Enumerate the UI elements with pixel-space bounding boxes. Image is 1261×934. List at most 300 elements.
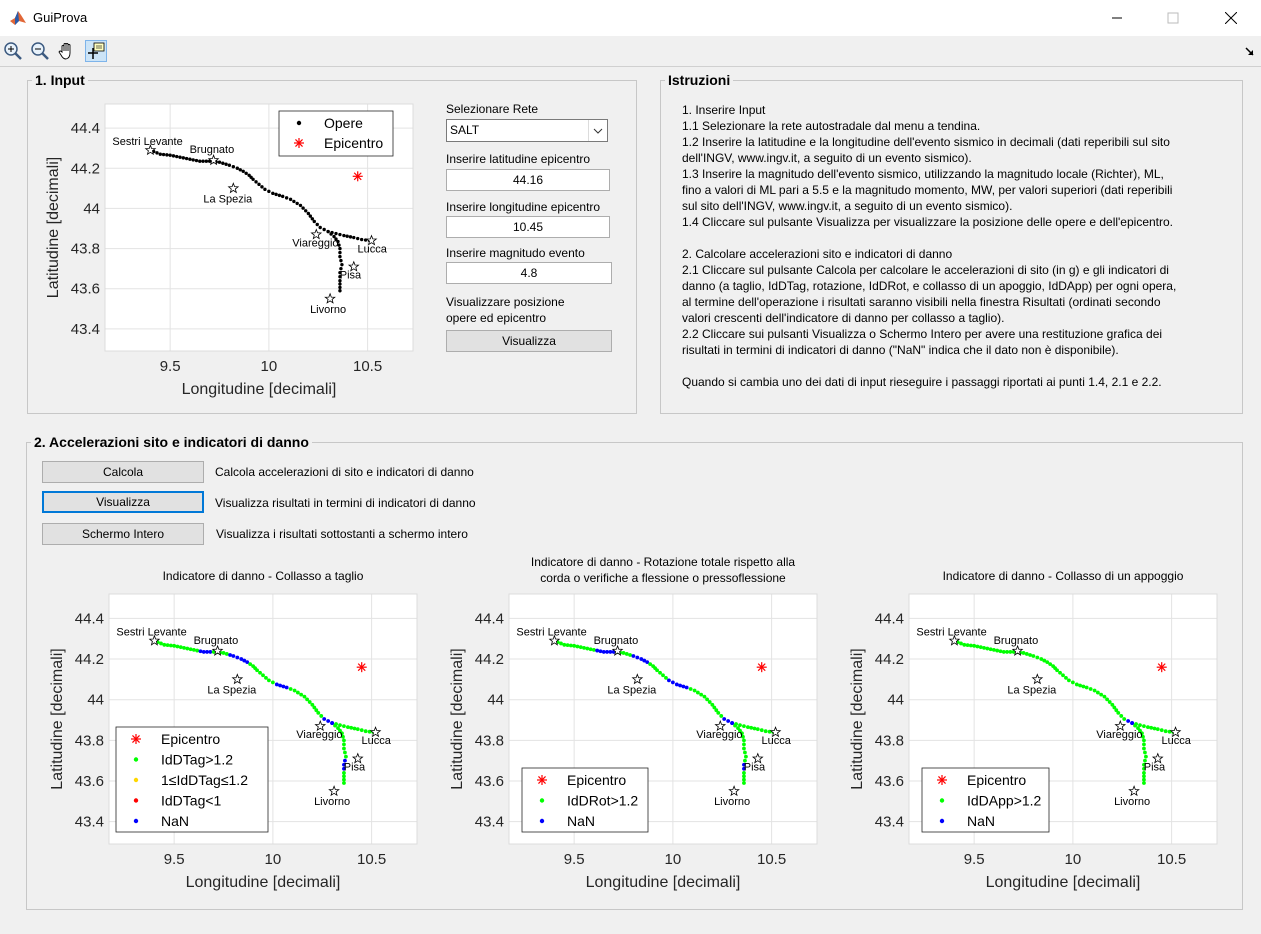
instruction-line: 1.2 Inserire la latitudine e la longitudine dell'evento sismico in decimali (dati reperibili sul sito xyxy=(682,135,1170,149)
indicator-point xyxy=(1085,686,1089,690)
opera-point xyxy=(285,196,288,199)
legend-label: IdDTag<1 xyxy=(161,792,222,809)
opera-point xyxy=(289,198,292,201)
legend-marker-icon xyxy=(134,778,138,782)
instruction-line: fino a valori di ML pari a 5.5 e la magnitudo momento, MW, per valori superiori (dati reperibili xyxy=(682,183,1173,197)
legend-label: NaN xyxy=(567,813,596,829)
indicator-point xyxy=(1144,755,1148,759)
results-panel-title: 2. Accelerazioni sito e indicatori di danno xyxy=(31,434,312,450)
x-tick-label: 9.5 xyxy=(163,851,185,868)
epicentro-marker xyxy=(757,662,767,672)
indicator-point xyxy=(628,653,632,657)
indicator-point xyxy=(576,645,580,649)
opera-point xyxy=(267,190,270,193)
city-label: Sestri Levante xyxy=(916,626,987,639)
indicator-point xyxy=(278,684,282,688)
indicator-point xyxy=(1142,738,1146,742)
indicator-point xyxy=(289,687,293,691)
city-label: Lucca xyxy=(361,735,391,748)
indicator-point xyxy=(631,654,635,658)
indicator-point xyxy=(322,717,326,721)
opera-point xyxy=(360,238,363,241)
opera-point xyxy=(159,153,162,156)
opera-point xyxy=(299,204,302,207)
magnitude-label: Inserire magnitudo evento xyxy=(446,246,585,260)
indicator-point xyxy=(222,651,226,655)
close-button[interactable] xyxy=(1208,0,1254,36)
indicator-point xyxy=(689,687,693,691)
opera-point xyxy=(352,236,355,239)
legend-label: Epicentro xyxy=(324,135,384,151)
legend-marker-icon xyxy=(294,138,304,148)
indicator-point xyxy=(267,678,271,682)
legend-label: 1≤IdDTag≤1.2 xyxy=(161,772,248,788)
indicator-point xyxy=(342,774,346,778)
indicator-point xyxy=(182,646,186,650)
legend-label: Epicentro xyxy=(567,772,627,788)
calcola-description: Calcola accelerazioni di sito e indicatori di danno xyxy=(215,465,474,479)
opera-point xyxy=(218,161,221,164)
opera-point xyxy=(342,234,345,237)
x-tick-label: 10 xyxy=(260,358,278,375)
indicator-point xyxy=(162,643,166,647)
legend-marker-icon xyxy=(131,734,141,744)
city-label: Brugnato xyxy=(193,634,239,647)
x-tick-label: 9.5 xyxy=(563,851,585,868)
indicator-point xyxy=(746,725,750,729)
chart-title: Indicatore di danno - Rotazione totale rispetto alla xyxy=(530,555,796,569)
y-tick-label: 44 xyxy=(887,691,904,709)
indicator-point xyxy=(966,643,970,647)
opera-point xyxy=(338,233,341,236)
indicator-point xyxy=(285,686,289,690)
instruction-line: Quando si cambia uno dei dati di input rieseguire i passaggi riportati ai punti 1.4, 2.1 e 2.2. xyxy=(682,375,1162,389)
x-axis-label: Longitudine [decimali] xyxy=(585,874,741,891)
indicator-point xyxy=(169,644,173,648)
x-axis-label: Longitudine [decimali] xyxy=(185,874,341,891)
indicator-point xyxy=(343,751,347,755)
opera-point xyxy=(319,226,322,229)
indicator-point xyxy=(664,676,668,680)
y-tick-label: 44.2 xyxy=(474,651,504,669)
instruction-line xyxy=(682,358,1222,374)
dock-arrow-icon[interactable] xyxy=(1245,46,1255,60)
longitude-label: Inserire longitudine epicentro xyxy=(446,200,601,214)
indicator-point xyxy=(319,714,323,718)
indicator-point xyxy=(969,644,973,648)
indicator-point xyxy=(682,685,686,689)
minimize-icon xyxy=(1111,12,1123,24)
instruction-line: 1.3 Inserire la magnitudo dell'evento sismico, utilizzando la magnitudo locale (Richter), ML, xyxy=(682,167,1164,181)
indicator-point xyxy=(1126,719,1130,723)
opera-point xyxy=(205,160,208,163)
legend-marker-icon xyxy=(134,819,138,823)
zoom-in-button[interactable] xyxy=(2,40,24,62)
city-label: Sestri Levante xyxy=(516,626,587,639)
indicator-point xyxy=(282,685,286,689)
y-tick-label: 44.4 xyxy=(74,610,104,628)
opera-point xyxy=(178,156,181,159)
indicator-point xyxy=(658,671,662,675)
y-tick-label: 43.4 xyxy=(70,320,100,338)
indicator-point xyxy=(559,642,563,646)
indicator-point xyxy=(1142,724,1146,728)
x-tick-label: 9.5 xyxy=(159,358,181,375)
indicator-point xyxy=(579,645,583,649)
indicator-point xyxy=(231,654,235,658)
city-label: Brugnato xyxy=(993,634,1039,647)
legend-marker-icon xyxy=(540,819,544,823)
opera-point xyxy=(338,251,341,254)
indicator-point xyxy=(299,693,303,697)
latitude-input[interactable]: 44.16 xyxy=(446,169,610,191)
indicator-point xyxy=(179,645,183,649)
city-label: Pisa xyxy=(1143,761,1166,774)
y-tick-label: 44 xyxy=(83,200,100,218)
indicator-point xyxy=(344,755,348,759)
opera-point xyxy=(257,183,260,186)
indicator-point xyxy=(992,648,996,652)
indicator-point xyxy=(271,681,275,685)
city-label: Pisa xyxy=(743,761,766,774)
instruction-line: 2.2 Cliccare sui pulsanti Visualizza o Schermo Intero per avere una restituzione grafica dei xyxy=(682,327,1163,341)
opera-point xyxy=(301,206,304,209)
opera-point xyxy=(271,192,274,195)
indicator-point xyxy=(959,642,963,646)
indicator-point xyxy=(661,673,665,677)
y-tick-label: 43.6 xyxy=(74,772,104,790)
indicator-point xyxy=(342,778,346,782)
indicator-point xyxy=(172,644,176,648)
indicator-point xyxy=(192,648,196,652)
indicator-point xyxy=(635,656,639,660)
close-icon xyxy=(1225,12,1237,24)
minimize-button[interactable] xyxy=(1094,0,1140,36)
y-tick-label: 43.8 xyxy=(874,732,904,750)
indicator-point xyxy=(999,649,1003,653)
y-tick-label: 44.4 xyxy=(70,120,100,138)
indicator-point xyxy=(696,691,700,695)
city-label: Livorno xyxy=(714,796,751,809)
x-tick-label: 10.5 xyxy=(352,358,383,375)
city-label: Pisa xyxy=(339,269,362,282)
indicator-point xyxy=(1142,781,1146,785)
indicator-point xyxy=(1078,684,1082,688)
indicator-point xyxy=(569,644,573,648)
indicator-point xyxy=(749,726,753,730)
opera-point xyxy=(201,160,204,163)
indicator-point xyxy=(566,643,570,647)
data-cursor-button[interactable] xyxy=(85,40,107,62)
indicator-point xyxy=(605,650,609,654)
indicator-point xyxy=(744,755,748,759)
indicator-point xyxy=(225,652,229,656)
opera-point xyxy=(349,235,352,238)
opera-point xyxy=(313,220,316,223)
indicator-point xyxy=(296,691,300,695)
indicator-point xyxy=(353,727,357,731)
legend-label: Epicentro xyxy=(967,772,1027,788)
indicator-point xyxy=(678,684,682,688)
indicator-point xyxy=(589,647,593,651)
calcola-button[interactable]: Calcola xyxy=(42,461,204,483)
indicator-point xyxy=(1064,676,1068,680)
x-tick-label: 10 xyxy=(664,851,682,868)
indicator-point xyxy=(1031,654,1035,658)
indicator-point xyxy=(235,656,239,660)
legend-marker-icon xyxy=(297,121,301,125)
pan-button[interactable] xyxy=(56,40,78,62)
instruction-line: danno (a taglio, IdDTag, rotazione, IdDRot, e collasso di un apoggio, IdDApp) per ogni opera, xyxy=(682,279,1177,293)
visualize-input-button[interactable]: Visualizza xyxy=(446,330,612,352)
chart-title: Indicatore di danno - Collasso di un appoggio xyxy=(942,569,1184,583)
select-network-label: Selezionare Rete xyxy=(446,102,539,116)
y-tick-label: 43.4 xyxy=(874,813,904,831)
indicator-point xyxy=(326,719,330,723)
y-tick-label: 43.8 xyxy=(474,732,504,750)
indicator-point xyxy=(255,668,259,672)
opera-point xyxy=(274,193,277,196)
indicator-point xyxy=(205,650,209,654)
indicator-point xyxy=(264,676,268,680)
indicator-point xyxy=(1133,724,1137,728)
city-label: Lucca xyxy=(357,243,387,256)
rotazione-chart[interactable] xyxy=(434,552,828,902)
schermo-intero-description: Visualizza i risultati sottostanti a schermo intero xyxy=(216,527,468,541)
indicator-point xyxy=(1089,687,1093,691)
indicator-point xyxy=(622,651,626,655)
opera-point xyxy=(172,154,175,157)
visualize-label-line2: opere ed epicentro xyxy=(446,311,547,325)
indicator-point xyxy=(333,724,337,728)
x-tick-label: 10.5 xyxy=(356,851,387,868)
x-tick-label: 10 xyxy=(1064,851,1082,868)
indicator-point xyxy=(293,689,297,693)
chevron-down-icon xyxy=(588,120,607,141)
instruction-line: 2.1 Cliccare sul pulsante Calcola per calcolare le accelerazioni di sito (in g) e gli indicatori di xyxy=(682,263,1169,277)
epicentro-marker xyxy=(353,171,363,181)
indicator-point xyxy=(1119,714,1123,718)
indicator-point xyxy=(719,714,723,718)
opera-point xyxy=(175,155,178,158)
city-label: Lucca xyxy=(1161,735,1191,748)
indicator-point xyxy=(671,681,675,685)
indicator-point xyxy=(1096,691,1100,695)
longitude-input[interactable]: 10.45 xyxy=(446,216,610,238)
visualizza-results-button[interactable]: Visualizza xyxy=(42,491,204,513)
indicator-point xyxy=(599,649,603,653)
opera-point xyxy=(316,223,319,226)
opera-point xyxy=(260,185,263,188)
indicator-point xyxy=(195,649,199,653)
indicator-point xyxy=(316,711,320,715)
indicator-point xyxy=(742,747,746,751)
opera-point xyxy=(356,237,359,240)
opera-point xyxy=(338,247,341,250)
opera-point xyxy=(221,162,224,165)
city-label: Viareggio xyxy=(1096,729,1143,742)
indicator-point xyxy=(1061,673,1065,677)
y-tick-label: 43.4 xyxy=(74,813,104,831)
indicator-point xyxy=(1122,717,1126,721)
taglio-chart[interactable] xyxy=(34,552,428,902)
indicator-point xyxy=(743,751,747,755)
indicator-point xyxy=(582,646,586,650)
legend-label: IdDRot>1.2 xyxy=(567,792,639,809)
latitude-label: Inserire latitudine epicentro xyxy=(446,152,591,166)
input-map-chart[interactable] xyxy=(30,92,430,410)
magnitude-input[interactable]: 4.8 xyxy=(446,262,612,284)
legend-label: IdDTag>1.2 xyxy=(161,751,233,768)
opera-point xyxy=(224,163,227,166)
opera-point xyxy=(239,168,242,171)
y-tick-label: 44.4 xyxy=(874,610,904,628)
city-label: La Spezia xyxy=(207,684,257,697)
window-title: GuiProva xyxy=(33,10,88,25)
indicator-point xyxy=(1067,678,1071,682)
indicator-point xyxy=(602,650,606,654)
opera-point xyxy=(338,255,341,258)
opera-point xyxy=(236,167,239,170)
zoom-in-icon xyxy=(3,41,23,61)
schermo-intero-button[interactable]: Schermo Intero xyxy=(42,523,204,545)
indicator-point xyxy=(258,671,262,675)
network-select-value: SALT xyxy=(450,123,480,137)
maximize-button[interactable] xyxy=(1150,0,1196,36)
opera-point xyxy=(304,209,307,212)
city-label: Viareggio xyxy=(292,237,339,250)
x-tick-label: 9.5 xyxy=(963,851,985,868)
indicator-point xyxy=(1164,729,1168,733)
indicator-point xyxy=(699,693,703,697)
indicator-point xyxy=(675,683,679,687)
legend-marker-icon xyxy=(940,819,944,823)
instruction-line: valori crescenti dell'indicatore di danno per collasso a taglio). xyxy=(682,311,1005,325)
indicator-point xyxy=(693,689,697,693)
legend-label: NaN xyxy=(967,813,996,829)
indicator-point xyxy=(722,717,726,721)
y-tick-label: 44 xyxy=(87,691,104,709)
city-label: Sestri Levante xyxy=(116,626,187,639)
opera-point xyxy=(339,259,342,262)
y-tick-label: 44.2 xyxy=(874,651,904,669)
figure-toolbar xyxy=(0,36,1261,67)
indicator-point xyxy=(1142,778,1146,782)
indicator-point xyxy=(342,747,346,751)
indicator-point xyxy=(1025,652,1029,656)
visualize-label-line1: Visualizzare posizione xyxy=(446,295,565,309)
y-tick-label: 44 xyxy=(487,691,504,709)
input-panel-title: 1. Input xyxy=(32,72,88,88)
opera-point xyxy=(345,235,348,238)
indicator-point xyxy=(1028,653,1032,657)
indicator-point xyxy=(1130,721,1134,725)
opera-point xyxy=(251,178,254,181)
opera-point xyxy=(326,230,329,233)
indicator-point xyxy=(742,778,746,782)
indicator-point xyxy=(261,673,265,677)
indicator-point xyxy=(349,726,353,730)
opera-point xyxy=(329,232,332,235)
indicator-point xyxy=(1058,671,1062,675)
indicator-point xyxy=(189,647,193,651)
indicator-point xyxy=(346,725,350,729)
indicator-point xyxy=(995,649,999,653)
indicator-point xyxy=(1099,693,1103,697)
legend-label: NaN xyxy=(161,813,190,829)
indicator-point xyxy=(185,647,189,651)
appoggio-chart[interactable] xyxy=(834,552,1228,902)
indicator-point xyxy=(685,686,689,690)
y-axis-label: Latitudine [decimali] xyxy=(45,156,62,299)
indicator-point xyxy=(1075,683,1079,687)
opera-point xyxy=(162,153,165,156)
title-bar xyxy=(0,0,1261,36)
network-select[interactable] xyxy=(446,119,608,142)
legend-label: Opere xyxy=(324,115,363,131)
y-axis-label: Latitudine [decimali] xyxy=(449,648,466,790)
indicator-point xyxy=(982,646,986,650)
opera-point xyxy=(292,200,295,203)
y-tick-label: 43.8 xyxy=(74,732,104,750)
indicator-point xyxy=(716,711,720,715)
pan-hand-icon xyxy=(57,41,77,61)
instruction-line: risultati in termini di indicatori di danno ("NaN" indica che il dato non è disponibile). xyxy=(682,343,1119,357)
indicator-point xyxy=(1153,727,1157,731)
indicator-point xyxy=(595,649,599,653)
indicator-point xyxy=(1082,685,1086,689)
instruction-line: al termine dell'operazione i risultati saranno visibili nella finestra Risultati (ordinati secondo xyxy=(682,295,1161,309)
indicator-point xyxy=(342,781,346,785)
indicator-point xyxy=(764,729,768,733)
opera-point xyxy=(185,157,188,160)
city-label: Sestri Levante xyxy=(112,136,183,149)
indicator-point xyxy=(726,719,730,723)
chart-title: corda o verifiche a flessione o pressoflessione xyxy=(540,571,786,585)
opera-point xyxy=(191,158,194,161)
opera-point xyxy=(322,228,325,231)
y-tick-label: 44.2 xyxy=(74,651,104,669)
zoom-out-button[interactable] xyxy=(29,40,51,62)
city-label: Brugnato xyxy=(189,144,235,157)
indicator-point xyxy=(1035,656,1039,660)
legend-marker-icon xyxy=(940,798,944,802)
indicator-point xyxy=(742,724,746,728)
indicator-point xyxy=(356,727,360,731)
indicator-point xyxy=(330,721,334,725)
city-label: Pisa xyxy=(343,761,366,774)
indicator-point xyxy=(562,643,566,647)
indicator-point xyxy=(1002,650,1006,654)
indicator-point xyxy=(275,683,279,687)
zoom-out-icon xyxy=(30,41,50,61)
opera-point xyxy=(334,232,337,235)
instructions-panel-title: Istruzioni xyxy=(665,72,733,88)
city-label: Viareggio xyxy=(296,729,343,742)
opera-point xyxy=(242,170,245,173)
indicator-point xyxy=(985,647,989,651)
opera-point xyxy=(340,263,343,266)
opera-point xyxy=(182,156,185,159)
y-tick-label: 44.4 xyxy=(474,610,504,628)
instructions-text xyxy=(682,102,1222,390)
opera-point xyxy=(232,165,235,168)
indicator-point xyxy=(1142,743,1146,747)
indicator-point xyxy=(1093,689,1097,693)
indicator-point xyxy=(202,650,206,654)
indicator-point xyxy=(1149,726,1153,730)
indicator-point xyxy=(1146,725,1150,729)
